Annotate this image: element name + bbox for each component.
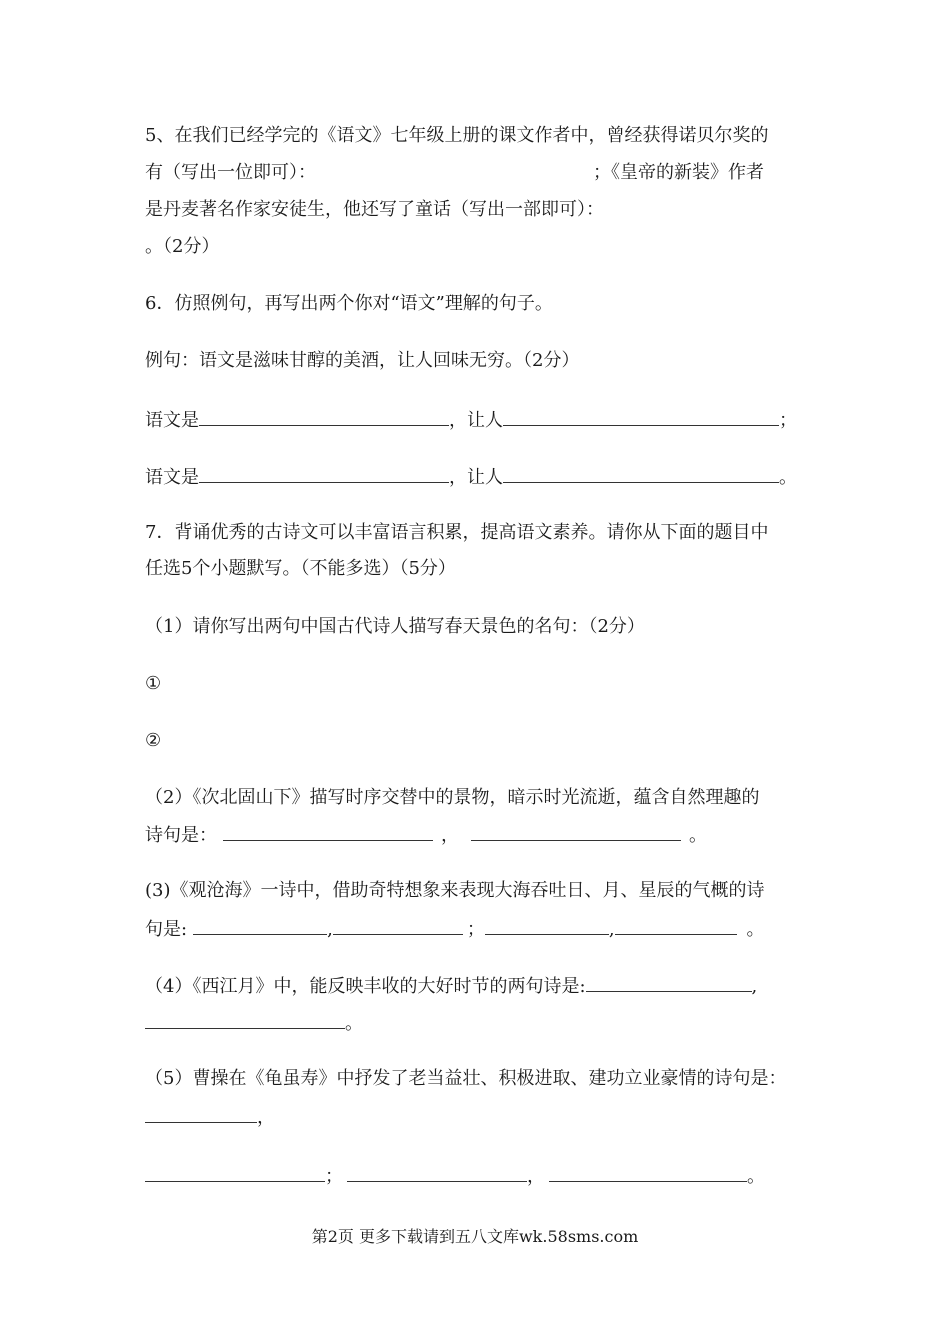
- q6-answer-line-2: [145, 464, 797, 490]
- q7-sub2-label: 诗句是：: [145, 825, 217, 846]
- q7-sub5-blank-2[interactable]: [145, 1163, 325, 1182]
- q7-sub5-blank-3[interactable]: [347, 1163, 527, 1182]
- q7-sub2-end: 。: [689, 825, 707, 846]
- q6-example: 例句：语文是滋味甘醇的美酒，让人回味无穷。（2分）: [145, 350, 580, 371]
- q7-sub1-item-2: ②: [145, 730, 162, 751]
- q7-sub5-end: 。: [747, 1166, 765, 1187]
- q7-sub5-blank-1[interactable]: [145, 1104, 257, 1123]
- q7-sub3-semicolon: ；: [466, 919, 485, 940]
- page-footer: 第2页 更多下载请到五八文库wk.58sms.com: [311, 1227, 639, 1246]
- q7-sub3-blank-2[interactable]: [333, 916, 463, 935]
- q7-sub4-blank-2[interactable]: [145, 1010, 345, 1029]
- q7-sub5-comma: ，: [257, 1107, 275, 1128]
- q7-line-1: 7．背诵优秀的古诗文可以丰富语言积累，提高语文素养。请你从下面的题目中: [145, 522, 769, 543]
- q6-answer-line-1: [145, 407, 797, 433]
- q7-sub5-line-1: （5）曹操在《龟虽寿》中抒发了老当益壮、积极进取、建功立业豪情的诗句是：: [145, 1068, 787, 1089]
- q7-sub1: （1）请你写出两句中国古代诗人描写春天景色的名句：（2分）: [145, 616, 645, 637]
- q6-middle: ，让人: [449, 410, 503, 431]
- q7-sub4-comma: ,: [751, 976, 758, 997]
- q7-sub3-label: 句是:: [145, 919, 188, 940]
- q6-middle: ，让人: [449, 467, 503, 488]
- q6-end: ；: [779, 410, 797, 431]
- q7-sub3-blank-4[interactable]: [615, 916, 737, 935]
- q7-sub3-end: 。: [746, 919, 765, 940]
- q7-sub3-blank-1[interactable]: [193, 916, 327, 935]
- q6-blank-1a[interactable]: [199, 407, 449, 426]
- q6-title: 6．仿照例句，再写出两个你对“语文”理解的句子。: [145, 293, 553, 314]
- q7-sub3-blank-3[interactable]: [485, 916, 609, 935]
- q7-sub2-comma: ，: [441, 825, 459, 846]
- q5-prompt: 有（写出一位即可）：: [145, 162, 316, 183]
- q7-sub4-line-1: [145, 973, 757, 999]
- q7-sub4-blank-1[interactable]: [586, 973, 752, 992]
- q6-blank-2a[interactable]: [199, 464, 449, 483]
- q7-sub3-comma: ,: [327, 919, 333, 940]
- q5-line-1: 5、在我们已经学完的《语文》七年级上册的课文作者中，曾经获得诺贝尔奖的: [145, 125, 769, 146]
- q7-sub5-line-3: [145, 1163, 765, 1189]
- q7-sub3-line-2: [145, 916, 765, 942]
- q5-line-2: [145, 161, 764, 185]
- q7-sub3-comma-2: ,: [608, 919, 615, 940]
- q7-sub5-line-2: [145, 1104, 275, 1130]
- q7-sub2-line-1: （2）《次北固山下》描写时序交替中的景物，暗示时光流逝，蕴含自然理趣的: [145, 787, 760, 808]
- q7-sub4-line-2: [145, 1010, 363, 1036]
- q7-sub4-end: 。: [345, 1013, 363, 1034]
- q7-sub3-line-1: (3)《观沧海》一诗中，借助奇特想象来表现大海吞吐日、月、星辰的气概的诗: [145, 880, 765, 901]
- q5-line-3: 是丹麦著名作家安徒生，他还写了童话（写出一部即可）：: [145, 199, 604, 220]
- q7-sub1-item-1: ①: [145, 673, 162, 694]
- q7-sub4-text: （4）《西江月》中，能反映丰收的大好时节的两句诗是:: [145, 976, 586, 997]
- q6-prefix: 语文是: [145, 467, 199, 488]
- q6-end: 。: [779, 467, 797, 488]
- q6-prefix: 语文是: [145, 410, 199, 431]
- q7-line-2: 任选5个小题默写。（不能多选）（5分）: [145, 558, 456, 579]
- q7-sub5-comma-2: ，: [527, 1166, 545, 1187]
- q7-sub5-semicolon: ；: [325, 1166, 343, 1187]
- q5-line-4: 。（2分）: [145, 236, 220, 257]
- q7-sub2-line-2: [145, 822, 707, 848]
- q7-sub5-blank-4[interactable]: [549, 1163, 747, 1182]
- q7-sub2-blank-2[interactable]: [471, 822, 681, 841]
- q7-sub2-blank-1[interactable]: [223, 822, 433, 841]
- q5-prompt-2: ；《皇帝的新装》作者: [593, 162, 764, 183]
- q6-blank-2b[interactable]: [503, 464, 779, 483]
- q6-blank-1b[interactable]: [503, 407, 779, 426]
